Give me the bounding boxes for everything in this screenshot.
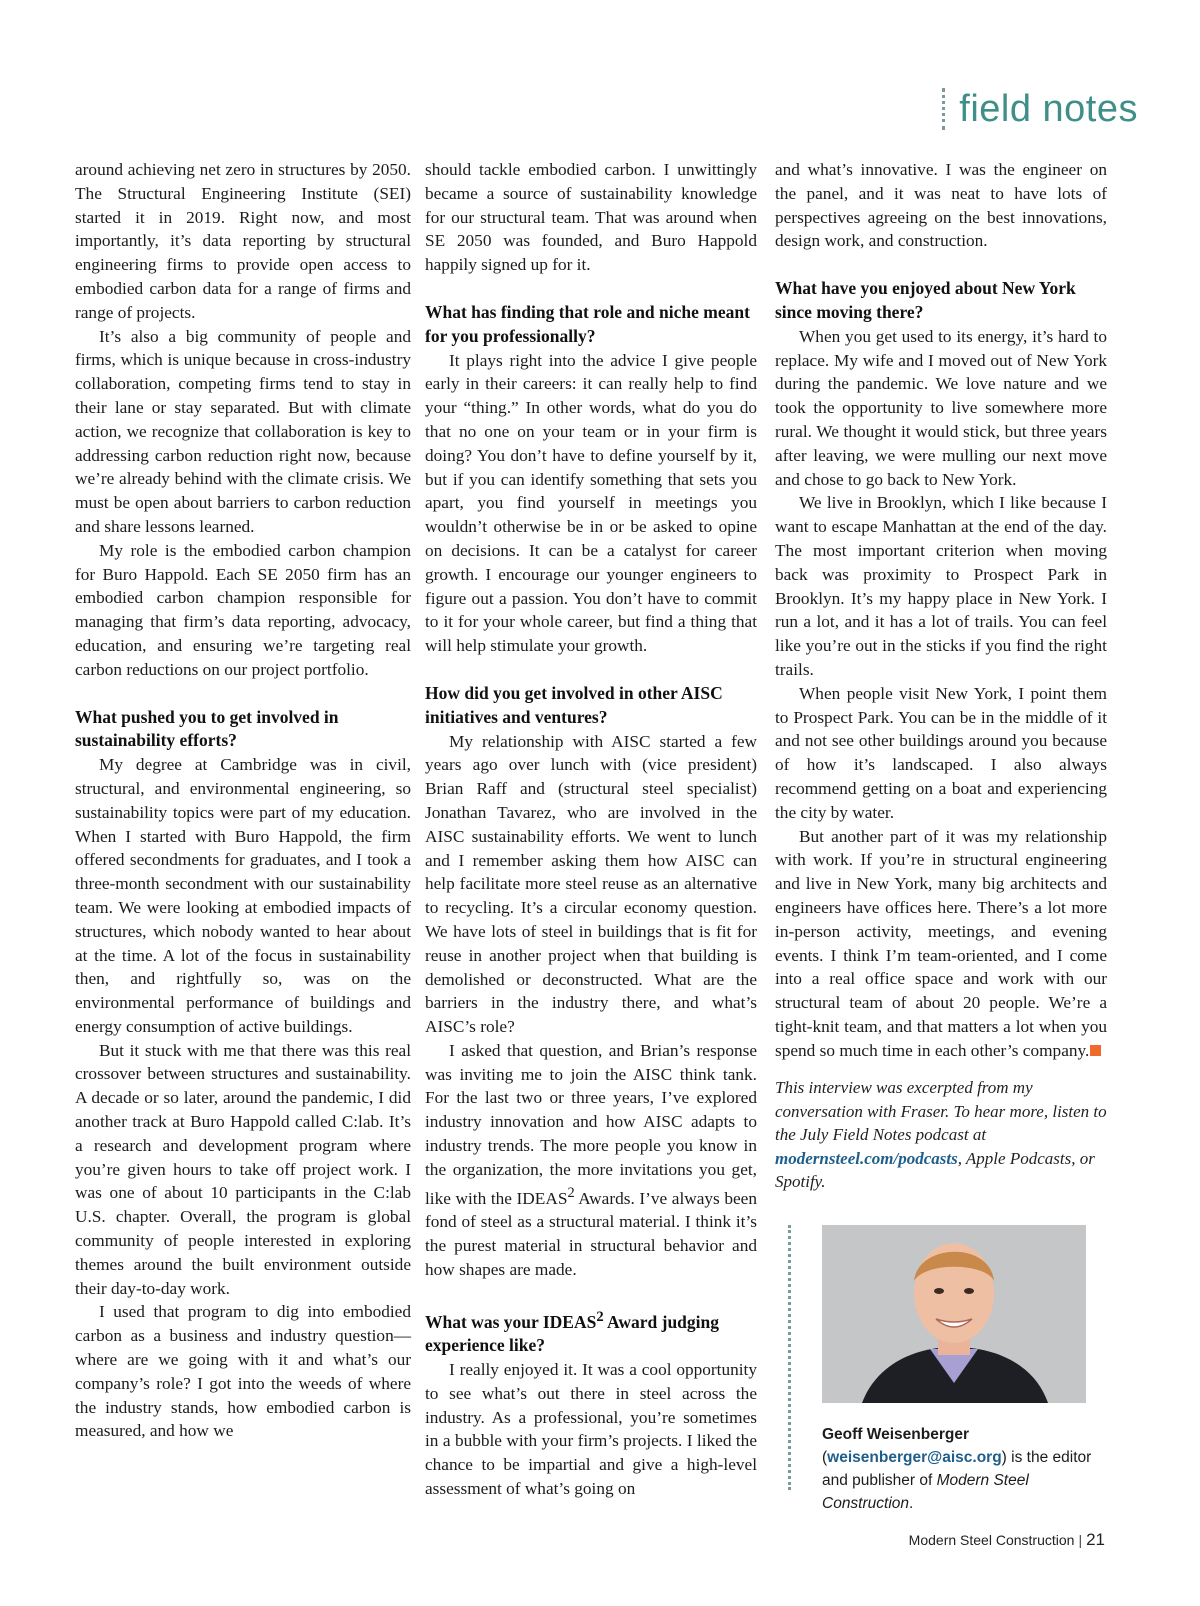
author-bio: Geoff Weisenberger (weisenberger@aisc.org) is the editor and publisher of Modern Steel Construction.: [822, 1426, 1092, 1512]
section-header: [942, 88, 1138, 130]
interview-question: What has finding that role and niche meant for you professionally?: [425, 301, 750, 346]
paragraph: I really enjoyed it. It was a cool opportunity to see what’s out there in steel across the industry. As a professional, you’re sometimes in a bubble with your firm’s projects. I liked the chance to be impartial and give a high-level assessment of what’s going on: [425, 1360, 757, 1499]
author-photo: [822, 1225, 1086, 1403]
article-column-2: [425, 158, 757, 1501]
paragraph: My role is the embodied carbon champion for Buro Happold. Each SE 2050 firm has an embodied carbon champion responsible for managing that firm’s data reporting, advocacy, education, and ensuring we’re targeting real carbon reductions on our project portfolio.: [75, 540, 411, 679]
paragraph: But it stuck with me that there was this real crossover between structures and sustainability. A decade or so later, around the pandemic, I did another track at Buro Happold called C:lab. It’s a research and development program where you’re given hours to take off project work. I was one of about 10 participants in the C:lab U.S. chapter. Overall, the program is global community of people interested in exploring themes around the built environment outside their day-to-day work.: [75, 1040, 411, 1298]
editor-note: This interview was excerpted from my conversation with Fraser. To hear more, listen to the July Field Notes podcast at modernsteel.com/podcasts, Apple Podcasts, or Spotify.: [775, 1078, 1107, 1192]
dotted-divider: [942, 88, 945, 130]
dotted-divider: [788, 1225, 791, 1490]
author-box: [788, 1225, 1108, 1512]
paragraph: around achieving net zero in structures by 2050. The Structural Engineering Institute (SEI) started it in 2019. Right now, and most importantly, it’s data reporting by structural engineering firms to provide open access to embodied carbon data for a range of firms and range of projects.: [75, 160, 411, 322]
author-name: Geoff Weisenberger: [822, 1426, 970, 1443]
footer-separator: |: [1078, 1532, 1083, 1548]
paragraph: and what’s innovative. I was the engineer on the panel, and it was neat to have lots of perspectives agreeing on the best innovations, design work, and construction.: [775, 160, 1107, 251]
paragraph: When you get used to its energy, it’s hard to replace. My wife and I moved out of New York during the pandemic. We love nature and we took the opportunity to live somewhere more rural. We thought it would stick, but three years after leaving, we were mulling our next move and chose to go back to New York.: [775, 326, 1107, 489]
paragraph: We live in Brooklyn, which I like because I want to escape Manhattan at the end of the day. The most important criterion when moving back was proximity to Prospect Park in Brooklyn. It’s my happy place in New York. I run a lot, and it has a lot of trails. You can feel like you’re out in the sticks if you find the right trails.: [775, 493, 1107, 679]
footer-publication: Modern Steel Construction: [908, 1532, 1075, 1548]
paragraph: When people visit New York, I point them to Prospect Park. You can be in the middle of it and not see other buildings around you because of how it’s landscaped. I also always recommend getting on a boat and experiencing the city by water.: [775, 683, 1107, 822]
article-column-1: [75, 158, 411, 1443]
podcast-link[interactable]: modernsteel.com/podcasts: [775, 1148, 958, 1168]
author-email-link[interactable]: weisenberger@aisc.org: [827, 1449, 1002, 1466]
paragraph: I asked that question, and Brian’s response was inviting me to join the AISC think tank. For the last two or three years, I’ve explored industry innovation and how AISC adapts to industry trends. The more people you know in the organization, the more invitations you get, like with the IDEAS$^2$ Awards. I’ve always been fond of steel as a structural material. I think it’s the purest material in structural behavior and how shapes are made.: [425, 1040, 757, 1279]
page-footer: [909, 1530, 1105, 1550]
paragraph: But another part of it was my relationship with work. If you’re in structural engineering and live in New York, many big architects and engineers have offices here. There’s a lot more in-person activity, meetings, and evening events. I think I’m team-oriented, and I come into a real office space and work with our structural team of about 20 people. We’re a tight-knit team, and that matters a lot when you spend so much time in each other’s company.: [775, 826, 1107, 1060]
interview-question: What was your IDEAS$^2$ Award judging experience like?: [425, 1308, 720, 1356]
author-portrait-image: [822, 1225, 1086, 1403]
interview-question: What have you enjoyed about New York since moving there?: [775, 278, 1076, 322]
paragraph: My degree at Cambridge was in civil, structural, and environmental engineering, so sustainability topics were part of my education. When I started with Buro Happold, the firm offered secondments for graduates, and I took a three-month secondment with our sustainability team. We were looking at embodied impacts of structures, which nobody wanted to hear about at the time. A lot of the focus in sustainability then, and rightfully so, was on the environmental performance of buildings and energy consumption of active buildings.: [75, 755, 411, 1036]
article-column-3: [775, 158, 1107, 1194]
paragraph: It’s also a big community of people and firms, which is unique because in cross-industry collaboration, competing firms tend to stay in their lane or stay separated. But with climate action, we recognize that collaboration is key to addressing carbon reduction right now, because we’re already behind with the climate crisis. We must be open about barriers to carbon reduction and share lessons learned.: [75, 326, 411, 536]
paragraph: It plays right into the advice I give people early in their careers: it can really help to find your “thing.” In other words, what do you do that no one on your team or in your firm is doing? You don’t have to define yourself by it, but if you can identify something that sets you apart, you find yourself in meetings you wouldn’t otherwise be in or be asked to opine on decisions. It can be a catalyst for career growth. I encourage our younger engineers to figure out a passion. You don’t have to commit to it for your whole career, but find a thing that will help stimulate your growth.: [425, 350, 757, 656]
article-end-mark: [1090, 1045, 1101, 1056]
paragraph: I used that program to dig into embodied carbon as a business and industry question—where are we going with it and what’s our company’s role? I got into the weeds of where the industry stands, how embodied carbon is measured, and how we: [75, 1302, 411, 1441]
paragraph: should tackle embodied carbon. I unwittingly became a source of sustainability knowledge for our structural team. That was around when SE 2050 was founded, and Buro Happold happily signed up for it.: [425, 160, 757, 275]
paragraph: My relationship with AISC started a few years ago over lunch with (vice president) Brian Raff and (structural steel specialist) Jonathan Tavarez, who are involved in the AISC sustainability efforts. We went to lunch and I remember asking them how AISC can help facilitate more steel reuse as an alternative to recycling. It’s a circular economy question. We have lots of steel in buildings that is fit for reuse in another project when that building is demolished or deconstructed. What are the barriers in the industry there, and what’s AISC’s role?: [425, 731, 757, 1037]
section-title: field notes: [959, 88, 1138, 130]
interview-question: How did you get involved in other AISC initiatives and ventures?: [425, 682, 723, 727]
interview-question: What pushed you to get involved in sustainability efforts?: [75, 706, 339, 751]
page-number: 21: [1086, 1530, 1105, 1549]
